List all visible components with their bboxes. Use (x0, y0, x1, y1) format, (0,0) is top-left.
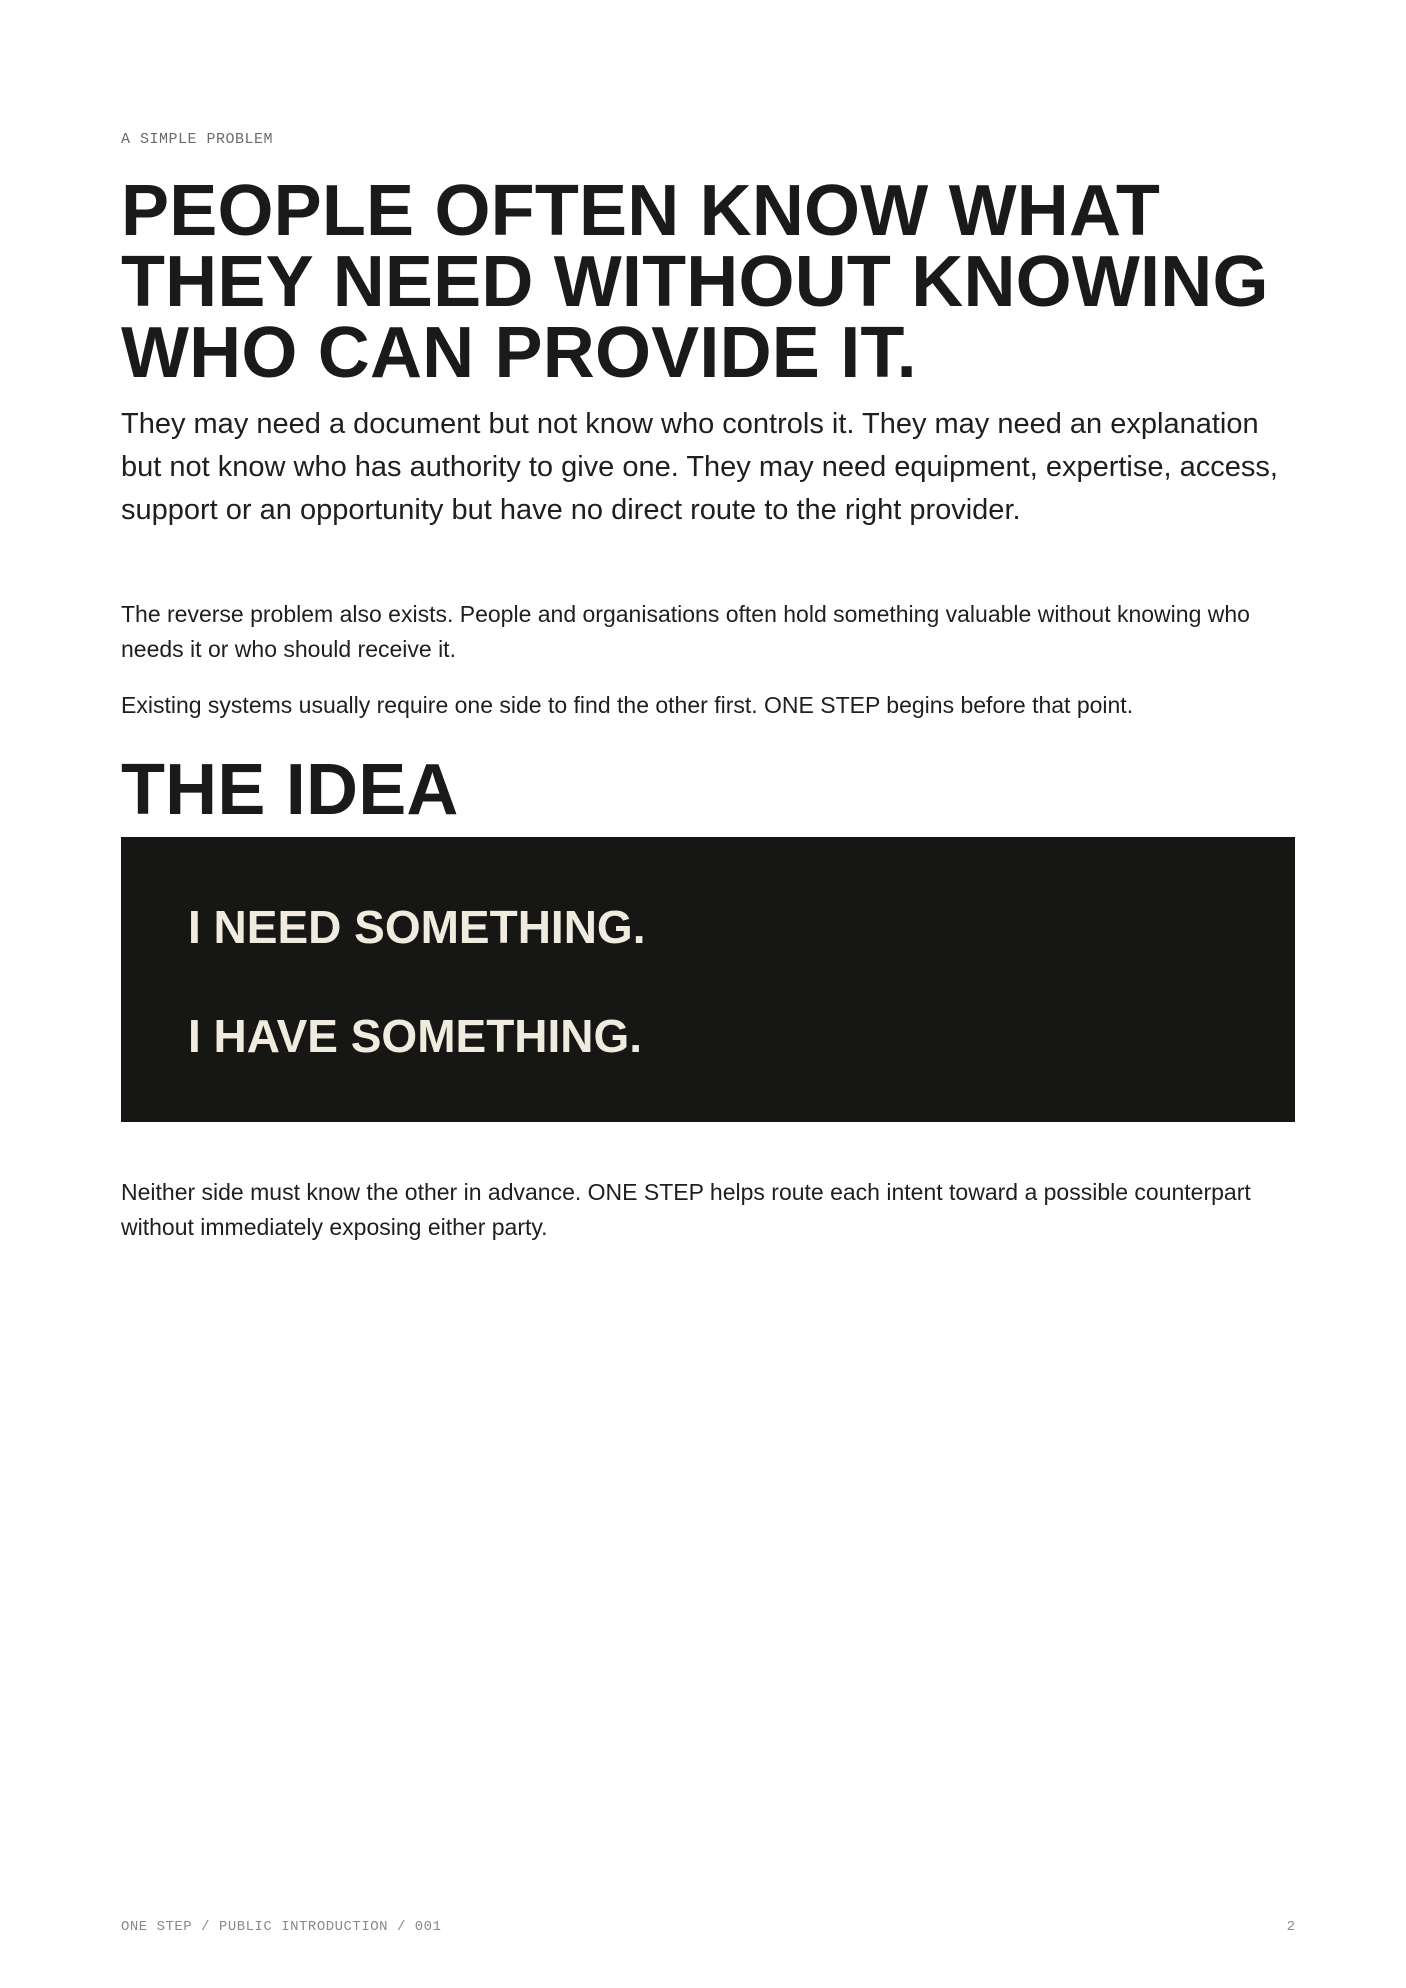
existing-systems-paragraph: Existing systems usually require one side to find the other first. ONE STEP begins before that point. (121, 692, 1134, 718)
page-headline (121, 171, 1295, 393)
idea-section-title: THE IDEA (121, 750, 459, 830)
idea-callout-box (121, 837, 1295, 1122)
reverse-problem-paragraph: The reverse problem also exists. People and organisations often hold something valuable without knowing who needs it or who should receive it. (121, 601, 1250, 662)
headline-line-3: WHO CAN PROVIDE IT. (121, 313, 917, 393)
lead-paragraph: They may need a document but not know who controls it. They may need an explanation but not know who has authority to give one. They may need equipment, expertise, access, support or an opportunity but have no direct route to the right provider. (121, 408, 1278, 526)
idea-need-statement: I NEED SOMETHING. (188, 901, 646, 953)
footer-document-label: ONE STEP / PUBLIC INTRODUCTION / 001 (121, 1919, 442, 1935)
footer-page-number: 2 (1286, 1919, 1295, 1935)
idea-have-statement: I HAVE SOMETHING. (188, 1010, 643, 1062)
idea-description-paragraph: Neither side must know the other in advance. ONE STEP helps route each intent toward a possible counterpart without immediately exposing either party. (121, 1179, 1251, 1240)
section-eyebrow: A SIMPLE PROBLEM (121, 131, 274, 148)
headline-line-2: THEY NEED WITHOUT KNOWING (121, 242, 1269, 322)
headline-line-1: PEOPLE OFTEN KNOW WHAT (121, 171, 1161, 251)
